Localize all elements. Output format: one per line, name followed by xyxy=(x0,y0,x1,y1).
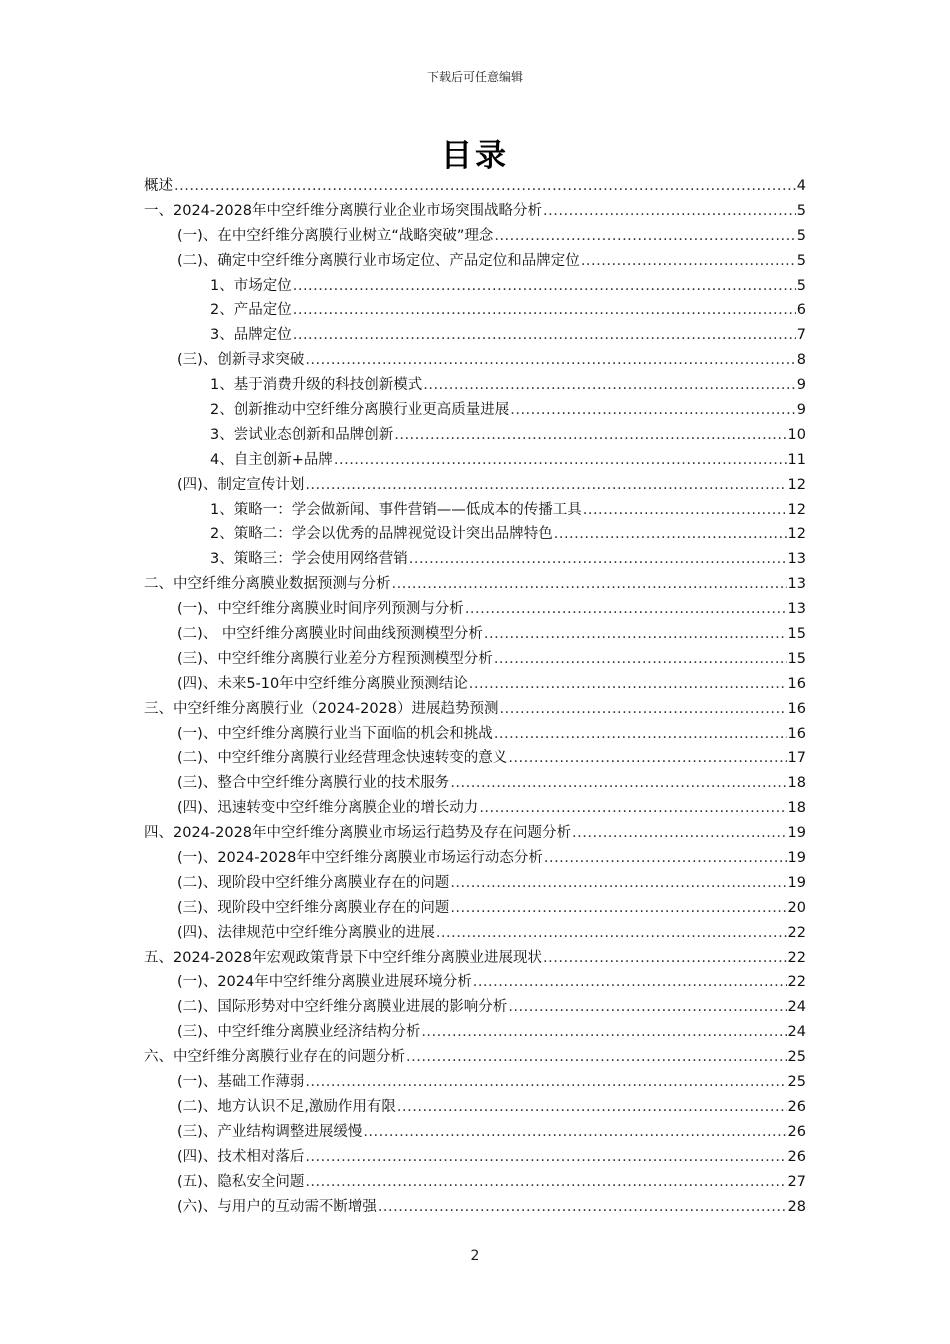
toc-entry-text: 四、2024-2028年中空纤维分离膜业市场运行趋势及存在问题分析 xyxy=(144,825,572,842)
toc-dot-leader xyxy=(378,1195,787,1220)
toc-dot-leader xyxy=(293,298,796,323)
toc-entry[interactable] xyxy=(144,995,806,1020)
toc-entry-page: 12 xyxy=(787,526,806,543)
toc-dot-leader xyxy=(394,423,786,448)
toc-entry-text: 3、尝试业态创新和品牌创新 xyxy=(210,426,394,443)
toc-dot-leader xyxy=(494,647,787,672)
toc-entry-page: 16 xyxy=(787,700,806,717)
toc-entry-page: 13 xyxy=(787,551,806,568)
toc-entry-text: 2、策略二：学会以优秀的品牌视觉设计突出品牌特色 xyxy=(210,526,553,543)
toc-entry[interactable] xyxy=(144,348,806,373)
toc-entry-page: 24 xyxy=(787,999,806,1016)
toc-entry-text: 1、策略一：学会做新闻、事件营销——低成本的传播工具 xyxy=(210,501,582,518)
toc-entry-page: 26 xyxy=(787,1148,806,1165)
toc-entry-page: 8 xyxy=(796,352,806,369)
toc-dot-leader xyxy=(583,498,787,523)
toc-dot-leader xyxy=(510,398,796,423)
toc-entry[interactable] xyxy=(144,448,806,473)
toc-entry-text: (四)、未来5-10年中空纤维分离膜业预测结论 xyxy=(177,675,468,692)
toc-entry-page: 15 xyxy=(787,626,806,643)
toc-dot-leader xyxy=(543,946,787,971)
toc-entry-text: (三)、现阶段中空纤维分离膜业存在的问题 xyxy=(177,899,450,916)
toc-entry-page: 12 xyxy=(787,501,806,518)
toc-entry-text: (二)、现阶段中空纤维分离膜业存在的问题 xyxy=(177,874,450,891)
toc-entry[interactable] xyxy=(144,1170,806,1195)
toc-dot-leader xyxy=(508,746,786,771)
toc-entry-text: 二、中空纤维分离膜业数据预测与分析 xyxy=(144,576,391,593)
toc-entry-text: 概述 xyxy=(144,177,173,194)
toc-dot-leader xyxy=(508,995,786,1020)
toc-entry[interactable] xyxy=(144,572,806,597)
toc-entry-page: 27 xyxy=(787,1173,806,1190)
toc-entry-page: 15 xyxy=(787,650,806,667)
toc-entry-page: 20 xyxy=(787,899,806,916)
toc-entry[interactable] xyxy=(144,323,806,348)
toc-entry-text: (一)、在中空纤维分离膜行业树立“战略突破”理念 xyxy=(177,227,494,244)
toc-entry-text: 一、2024-2028年中空纤维分离膜行业企业市场突围战略分析 xyxy=(144,202,543,219)
toc-entry[interactable] xyxy=(144,398,806,423)
toc-entry-page: 5 xyxy=(796,277,806,294)
toc-entry-text: (三)、整合中空纤维分离膜行业的技术服务 xyxy=(177,775,450,792)
toc-dot-leader xyxy=(494,722,787,747)
toc-entry[interactable] xyxy=(144,597,806,622)
toc-entry-page: 11 xyxy=(787,451,806,468)
header-note: 下载后可任意编辑 xyxy=(426,70,523,84)
toc-entry-text: (一)、2024-2028年中空纤维分离膜业市场运行动态分析 xyxy=(177,850,543,867)
toc-dot-leader xyxy=(305,473,786,498)
toc-entry[interactable] xyxy=(144,298,806,323)
toc-dot-leader xyxy=(305,348,795,373)
toc-entry[interactable] xyxy=(144,871,806,896)
toc-entry-page: 16 xyxy=(787,725,806,742)
toc-entry[interactable] xyxy=(144,249,806,274)
toc-dot-leader xyxy=(469,672,787,697)
toc-entry-text: 2、创新推动中空纤维分离膜行业更高质量进展 xyxy=(210,402,510,418)
toc-entry-page: 5 xyxy=(796,227,806,244)
toc-dot-leader xyxy=(543,199,796,224)
toc-entry-page: 25 xyxy=(787,1074,806,1091)
toc-dot-leader xyxy=(363,1120,786,1145)
toc-dot-leader xyxy=(421,1020,786,1045)
toc-entry-text: (三)、产业结构调整进展缓慢 xyxy=(177,1123,363,1140)
toc-entry-text: (四)、技术相对落后 xyxy=(177,1148,305,1165)
toc-entry-text: (一)、基础工作薄弱 xyxy=(177,1074,305,1091)
toc-entry-text: (三)、中空纤维分离膜行业差分方程预测模型分析 xyxy=(177,650,493,667)
toc-dot-leader xyxy=(397,1095,787,1120)
toc-dot-leader xyxy=(293,274,796,299)
toc-dot-leader xyxy=(473,970,787,995)
toc-dot-leader xyxy=(423,373,796,398)
toc-entry[interactable] xyxy=(144,746,806,771)
toc-entry[interactable] xyxy=(144,722,806,747)
toc-entry-page: 26 xyxy=(787,1098,806,1115)
toc-entry-text: 1、市场定位 xyxy=(210,277,292,294)
toc-dot-leader xyxy=(544,846,787,871)
toc-entry-page: 13 xyxy=(787,576,806,593)
toc-entry-page: 26 xyxy=(787,1123,806,1140)
toc-entry-page: 9 xyxy=(796,402,806,418)
toc-entry-text: (二)、确定中空纤维分离膜行业市场定位、产品定位和品牌定位 xyxy=(177,252,580,269)
toc-entry-text: (一)、中空纤维分离膜业时间序列预测与分析 xyxy=(177,601,464,618)
toc-entry-text: (四)、迅速转变中空纤维分离膜企业的增长动力 xyxy=(177,800,479,817)
toc-entry[interactable] xyxy=(144,946,806,971)
toc-entry-page: 19 xyxy=(787,825,806,842)
page-number: 2 xyxy=(470,1248,480,1264)
toc-entry-page: 28 xyxy=(787,1198,806,1215)
toc-entry[interactable] xyxy=(144,423,806,448)
toc-dot-leader xyxy=(334,448,787,473)
toc-entry[interactable] xyxy=(144,473,806,498)
toc-entry-page: 22 xyxy=(787,974,806,991)
toc-entry-text: (六)、与用户的互动需不断增强 xyxy=(177,1198,377,1215)
toc-dot-leader xyxy=(305,1070,786,1095)
toc-entry-page: 4 xyxy=(796,177,806,194)
toc-dot-leader xyxy=(305,1145,786,1170)
toc-dot-leader xyxy=(554,522,787,547)
toc-entry[interactable] xyxy=(144,1145,806,1170)
toc-entry[interactable] xyxy=(144,672,806,697)
toc-entry[interactable] xyxy=(144,1070,806,1095)
toc-entry-text: 1、基于消费升级的科技创新模式 xyxy=(210,377,423,394)
toc-entry-text: (三)、中空纤维分离膜业经济结构分析 xyxy=(177,1024,421,1041)
toc-entry-text: (五)、隐私安全问题 xyxy=(177,1173,305,1190)
toc-entry-text: (四)、制定宣传计划 xyxy=(177,476,305,493)
toc-dot-leader xyxy=(494,224,795,249)
toc-entry-text: 2、产品定位 xyxy=(210,302,292,319)
toc-entry-page: 5 xyxy=(796,252,806,269)
toc-entry-page: 19 xyxy=(787,850,806,867)
toc-entry-page: 24 xyxy=(787,1024,806,1041)
toc-dot-leader xyxy=(450,771,786,796)
toc-entry-text: 三、中空纤维分离膜行业（2024-2028）进展趋势预测 xyxy=(144,700,499,717)
toc-entry-text: (一)、中空纤维分离膜行业当下面临的机会和挑战 xyxy=(177,725,493,742)
toc-dot-leader xyxy=(479,796,786,821)
toc-dot-leader xyxy=(305,1170,786,1195)
toc-entry[interactable] xyxy=(144,896,806,921)
toc-entry[interactable] xyxy=(144,274,806,299)
toc-entry[interactable] xyxy=(144,1095,806,1120)
toc-entry[interactable] xyxy=(144,796,806,821)
toc-dot-leader xyxy=(392,572,787,597)
toc-entry-page: 6 xyxy=(796,302,806,319)
toc-dot-leader xyxy=(450,871,786,896)
toc-entry-page: 13 xyxy=(787,601,806,618)
toc-entry-page: 5 xyxy=(796,202,806,219)
toc-dot-leader xyxy=(409,547,787,572)
toc-entry-page: 16 xyxy=(787,675,806,692)
toc-entry-text: 4、自主创新+品牌 xyxy=(210,451,333,468)
toc-entry[interactable] xyxy=(144,1195,806,1220)
toc-dot-leader xyxy=(581,249,796,274)
toc-entry[interactable] xyxy=(144,846,806,871)
toc-dot-leader xyxy=(500,697,787,722)
toc-dot-leader xyxy=(174,174,796,199)
toc-entry[interactable] xyxy=(144,921,806,946)
toc-entry-text: (一)、2024年中空纤维分离膜业进展环境分析 xyxy=(177,974,472,991)
toc-entry-text: 六、中空纤维分离膜行业存在的问题分析 xyxy=(144,1049,405,1066)
toc-entry-page: 10 xyxy=(787,426,806,443)
toc-entry-page: 25 xyxy=(787,1049,806,1066)
toc-entry[interactable] xyxy=(144,498,806,523)
toc-entry-page: 12 xyxy=(787,476,806,493)
toc-entry[interactable] xyxy=(144,971,806,996)
toc-entry-text: (二)、国际形势对中空纤维分离膜业进展的影响分析 xyxy=(177,999,508,1016)
toc-entry[interactable] xyxy=(144,199,806,224)
toc-entry-text: (三)、创新寻求突破 xyxy=(177,352,305,369)
toc-entry-page: 22 xyxy=(787,949,806,966)
toc-dot-leader xyxy=(406,1045,787,1070)
toc-entry[interactable] xyxy=(144,1020,806,1045)
toc-entry[interactable] xyxy=(144,622,806,647)
toc-entry[interactable] xyxy=(144,174,806,199)
toc-entry-text: 五、2024-2028年宏观政策背景下中空纤维分离膜业进展现状 xyxy=(144,949,543,966)
toc-dot-leader xyxy=(484,622,787,647)
toc-entry-text: (二)、地方认识不足,激励作用有限 xyxy=(177,1098,396,1115)
toc-entry[interactable] xyxy=(144,373,806,398)
toc-entry[interactable] xyxy=(144,1045,806,1070)
toc-entry-page: 18 xyxy=(787,800,806,817)
toc-entry-text: (二)、中空纤维分离膜行业经营理念快速转变的意义 xyxy=(177,750,508,767)
toc-entry[interactable] xyxy=(144,1120,806,1145)
toc-entry[interactable] xyxy=(144,821,806,846)
table-of-contents xyxy=(144,174,806,1219)
toc-entry-page: 7 xyxy=(796,327,806,344)
toc-dot-leader xyxy=(465,597,787,622)
toc-entry-text: (四)、法律规范中空纤维分离膜业的进展 xyxy=(177,924,435,941)
toc-entry-text: (二)、 中空纤维分离膜业时间曲线预测模型分析 xyxy=(177,626,483,643)
toc-entry[interactable] xyxy=(144,522,806,547)
toc-entry[interactable] xyxy=(144,771,806,796)
toc-entry-page: 18 xyxy=(787,775,806,792)
toc-entry[interactable] xyxy=(144,224,806,249)
toc-entry-page: 19 xyxy=(787,874,806,891)
toc-entry[interactable] xyxy=(144,697,806,722)
toc-entry-text: 3、策略三：学会使用网络营销 xyxy=(210,551,408,568)
toc-dot-leader xyxy=(572,821,787,846)
toc-entry-page: 22 xyxy=(787,924,806,941)
toc-dot-leader xyxy=(293,323,796,348)
toc-entry-page: 17 xyxy=(787,750,806,767)
toc-dot-leader xyxy=(450,896,786,921)
page-title: 目录 xyxy=(441,138,509,174)
toc-entry-text: 3、品牌定位 xyxy=(210,327,292,344)
toc-dot-leader xyxy=(436,921,787,946)
toc-entry[interactable] xyxy=(144,647,806,672)
toc-entry-page: 9 xyxy=(796,377,806,394)
toc-entry[interactable] xyxy=(144,547,806,572)
